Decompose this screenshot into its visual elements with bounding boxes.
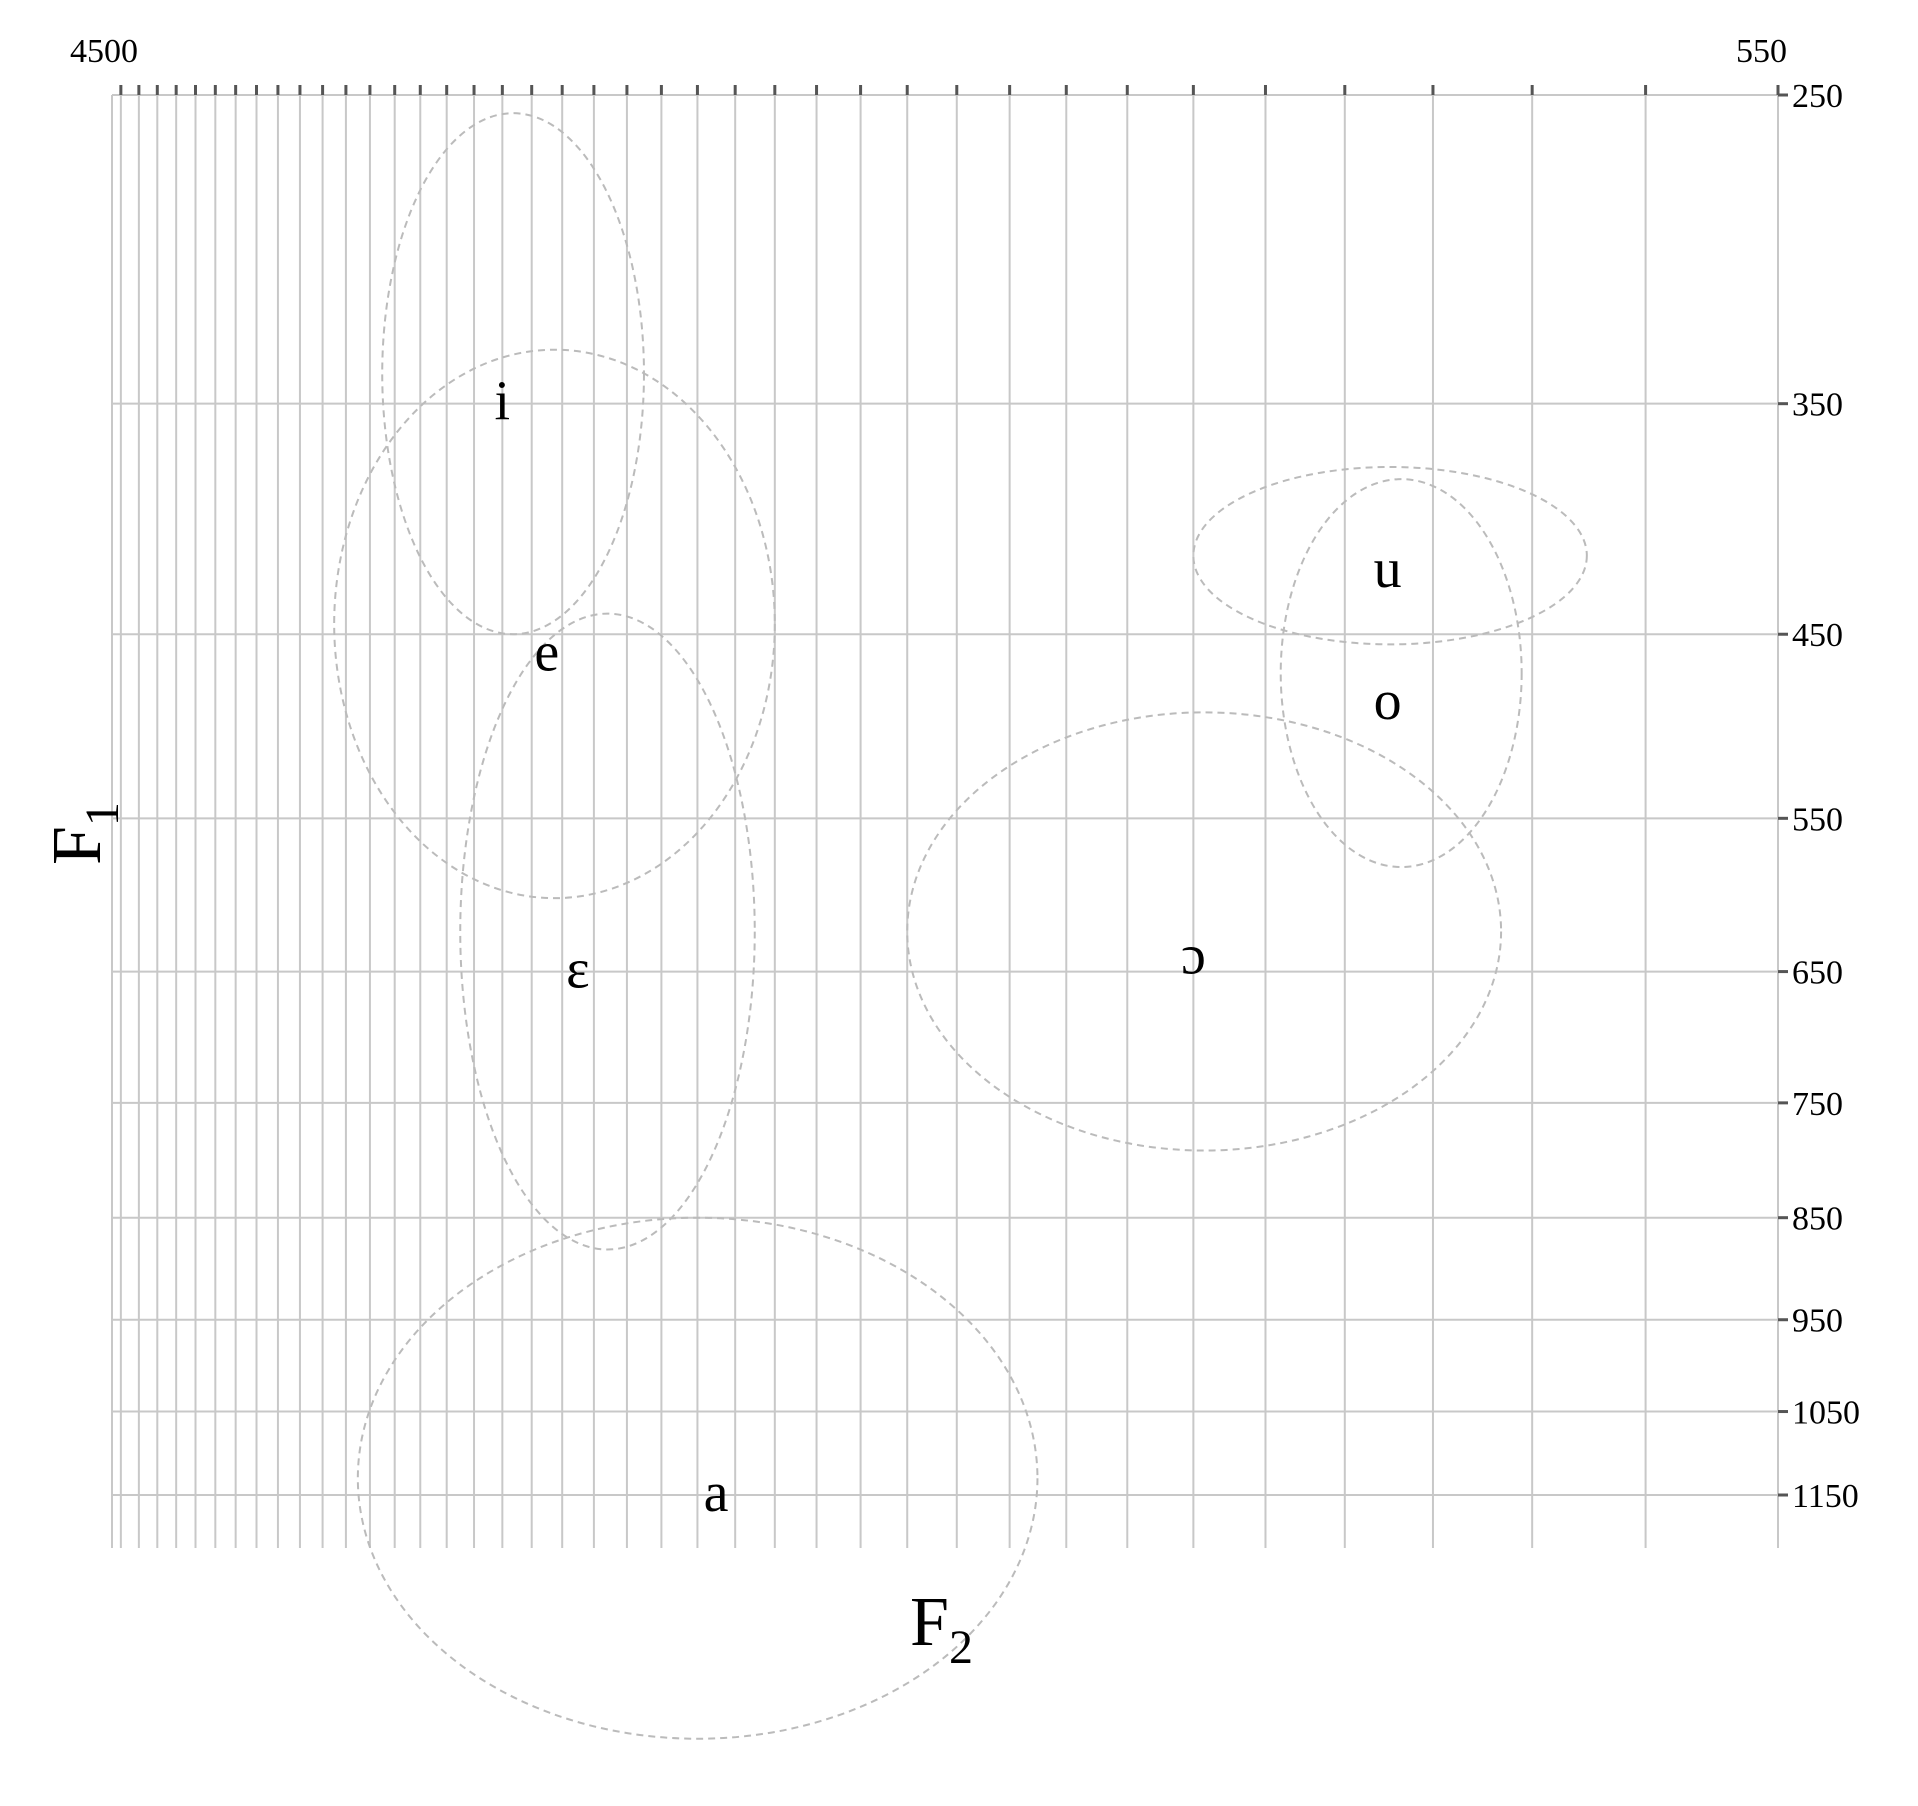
y-tick-label: 650: [1792, 954, 1843, 992]
y-axis-title: [39, 802, 129, 865]
y-tick-label: 1150: [1792, 1478, 1859, 1515]
vowel-label: u: [1373, 537, 1402, 600]
y-tick-label: 250: [1792, 78, 1843, 115]
x-tick-label: 550: [1736, 33, 1787, 70]
y-tick-label: 850: [1792, 1200, 1843, 1238]
vowel-label: ɛ: [566, 938, 590, 1001]
vowel-label: a: [703, 1462, 729, 1524]
y-tick-label: 550: [1792, 801, 1843, 839]
y-tick-label: 1050: [1792, 1394, 1860, 1432]
vowel-label: i: [494, 370, 511, 433]
vowel-label: ɔ: [1180, 924, 1206, 987]
vowel-label: e: [534, 621, 560, 684]
y-tick-label: 450: [1792, 617, 1843, 655]
y-axis-title-subscript: 1: [76, 802, 129, 827]
x-tick-label: 4500: [70, 33, 138, 70]
vowel-region-ellipse: [460, 614, 755, 1250]
axis-tick-labels: [70, 33, 1860, 1515]
vowel-region-ellipse: [382, 113, 644, 634]
x-axis-title-letter: F: [910, 1584, 949, 1661]
y-tick-label: 950: [1792, 1302, 1843, 1340]
x-axis-title-subscript: 2: [948, 1621, 973, 1674]
grid: [112, 95, 1778, 1548]
x-axis-title: [910, 1584, 973, 1674]
vowel-label: o: [1373, 669, 1402, 732]
y-axis-title-letter: F: [39, 826, 116, 865]
y-tick-label: 750: [1792, 1085, 1843, 1123]
y-tick-label: 350: [1792, 386, 1843, 424]
